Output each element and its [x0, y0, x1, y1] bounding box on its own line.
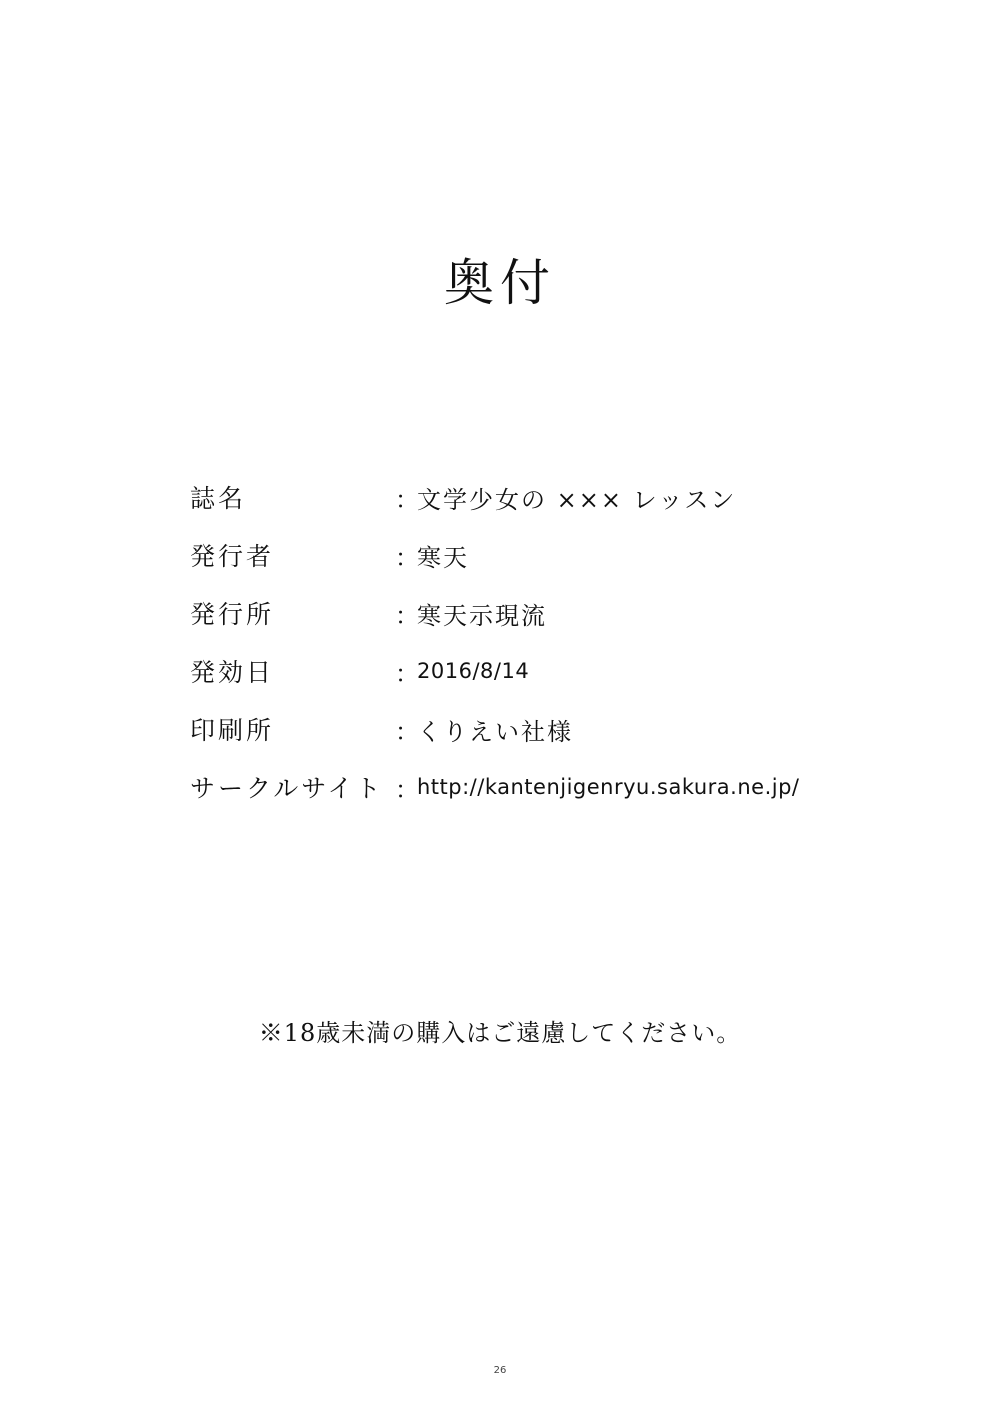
- row-value: 寒天: [417, 543, 469, 572]
- page-number: 26: [493, 1365, 507, 1376]
- row-value: 文学少女の ××× レッスン: [417, 485, 737, 514]
- row-label: 印刷所: [190, 716, 275, 745]
- circle-site-url: http://kantenjigenryu.sakura.ne.jp/: [417, 775, 800, 799]
- row-label: 誌名: [190, 484, 247, 513]
- row-separator: ：: [395, 485, 419, 514]
- row-separator: ：: [395, 543, 419, 572]
- row-value: 寒天示現流: [417, 601, 547, 630]
- colophon-row-publishing-house: [190, 584, 910, 642]
- row-label: 発行者: [190, 542, 275, 571]
- row-separator: ：: [395, 717, 419, 746]
- colophon-row-printer: [190, 700, 910, 758]
- colophon-row-issue-date: [190, 642, 910, 700]
- age-restriction-notice: ※18歳未満の購入はご遠慮してください。: [258, 1019, 742, 1047]
- colophon-table: [190, 468, 910, 816]
- row-separator: ：: [395, 601, 419, 630]
- colophon-row-circle-site: [190, 758, 910, 816]
- row-label: サークルサイト: [190, 774, 384, 803]
- row-separator: ：: [395, 775, 419, 804]
- colophon-row-publisher: [190, 526, 910, 584]
- colophon-row-title: [190, 468, 910, 526]
- row-value: くりえい社様: [417, 717, 573, 746]
- row-separator: ：: [395, 659, 419, 688]
- row-label: 発行所: [190, 600, 275, 629]
- row-value: 2016/8/14: [417, 659, 530, 683]
- page-title: 奥付: [444, 254, 556, 312]
- row-label: 発効日: [190, 658, 275, 687]
